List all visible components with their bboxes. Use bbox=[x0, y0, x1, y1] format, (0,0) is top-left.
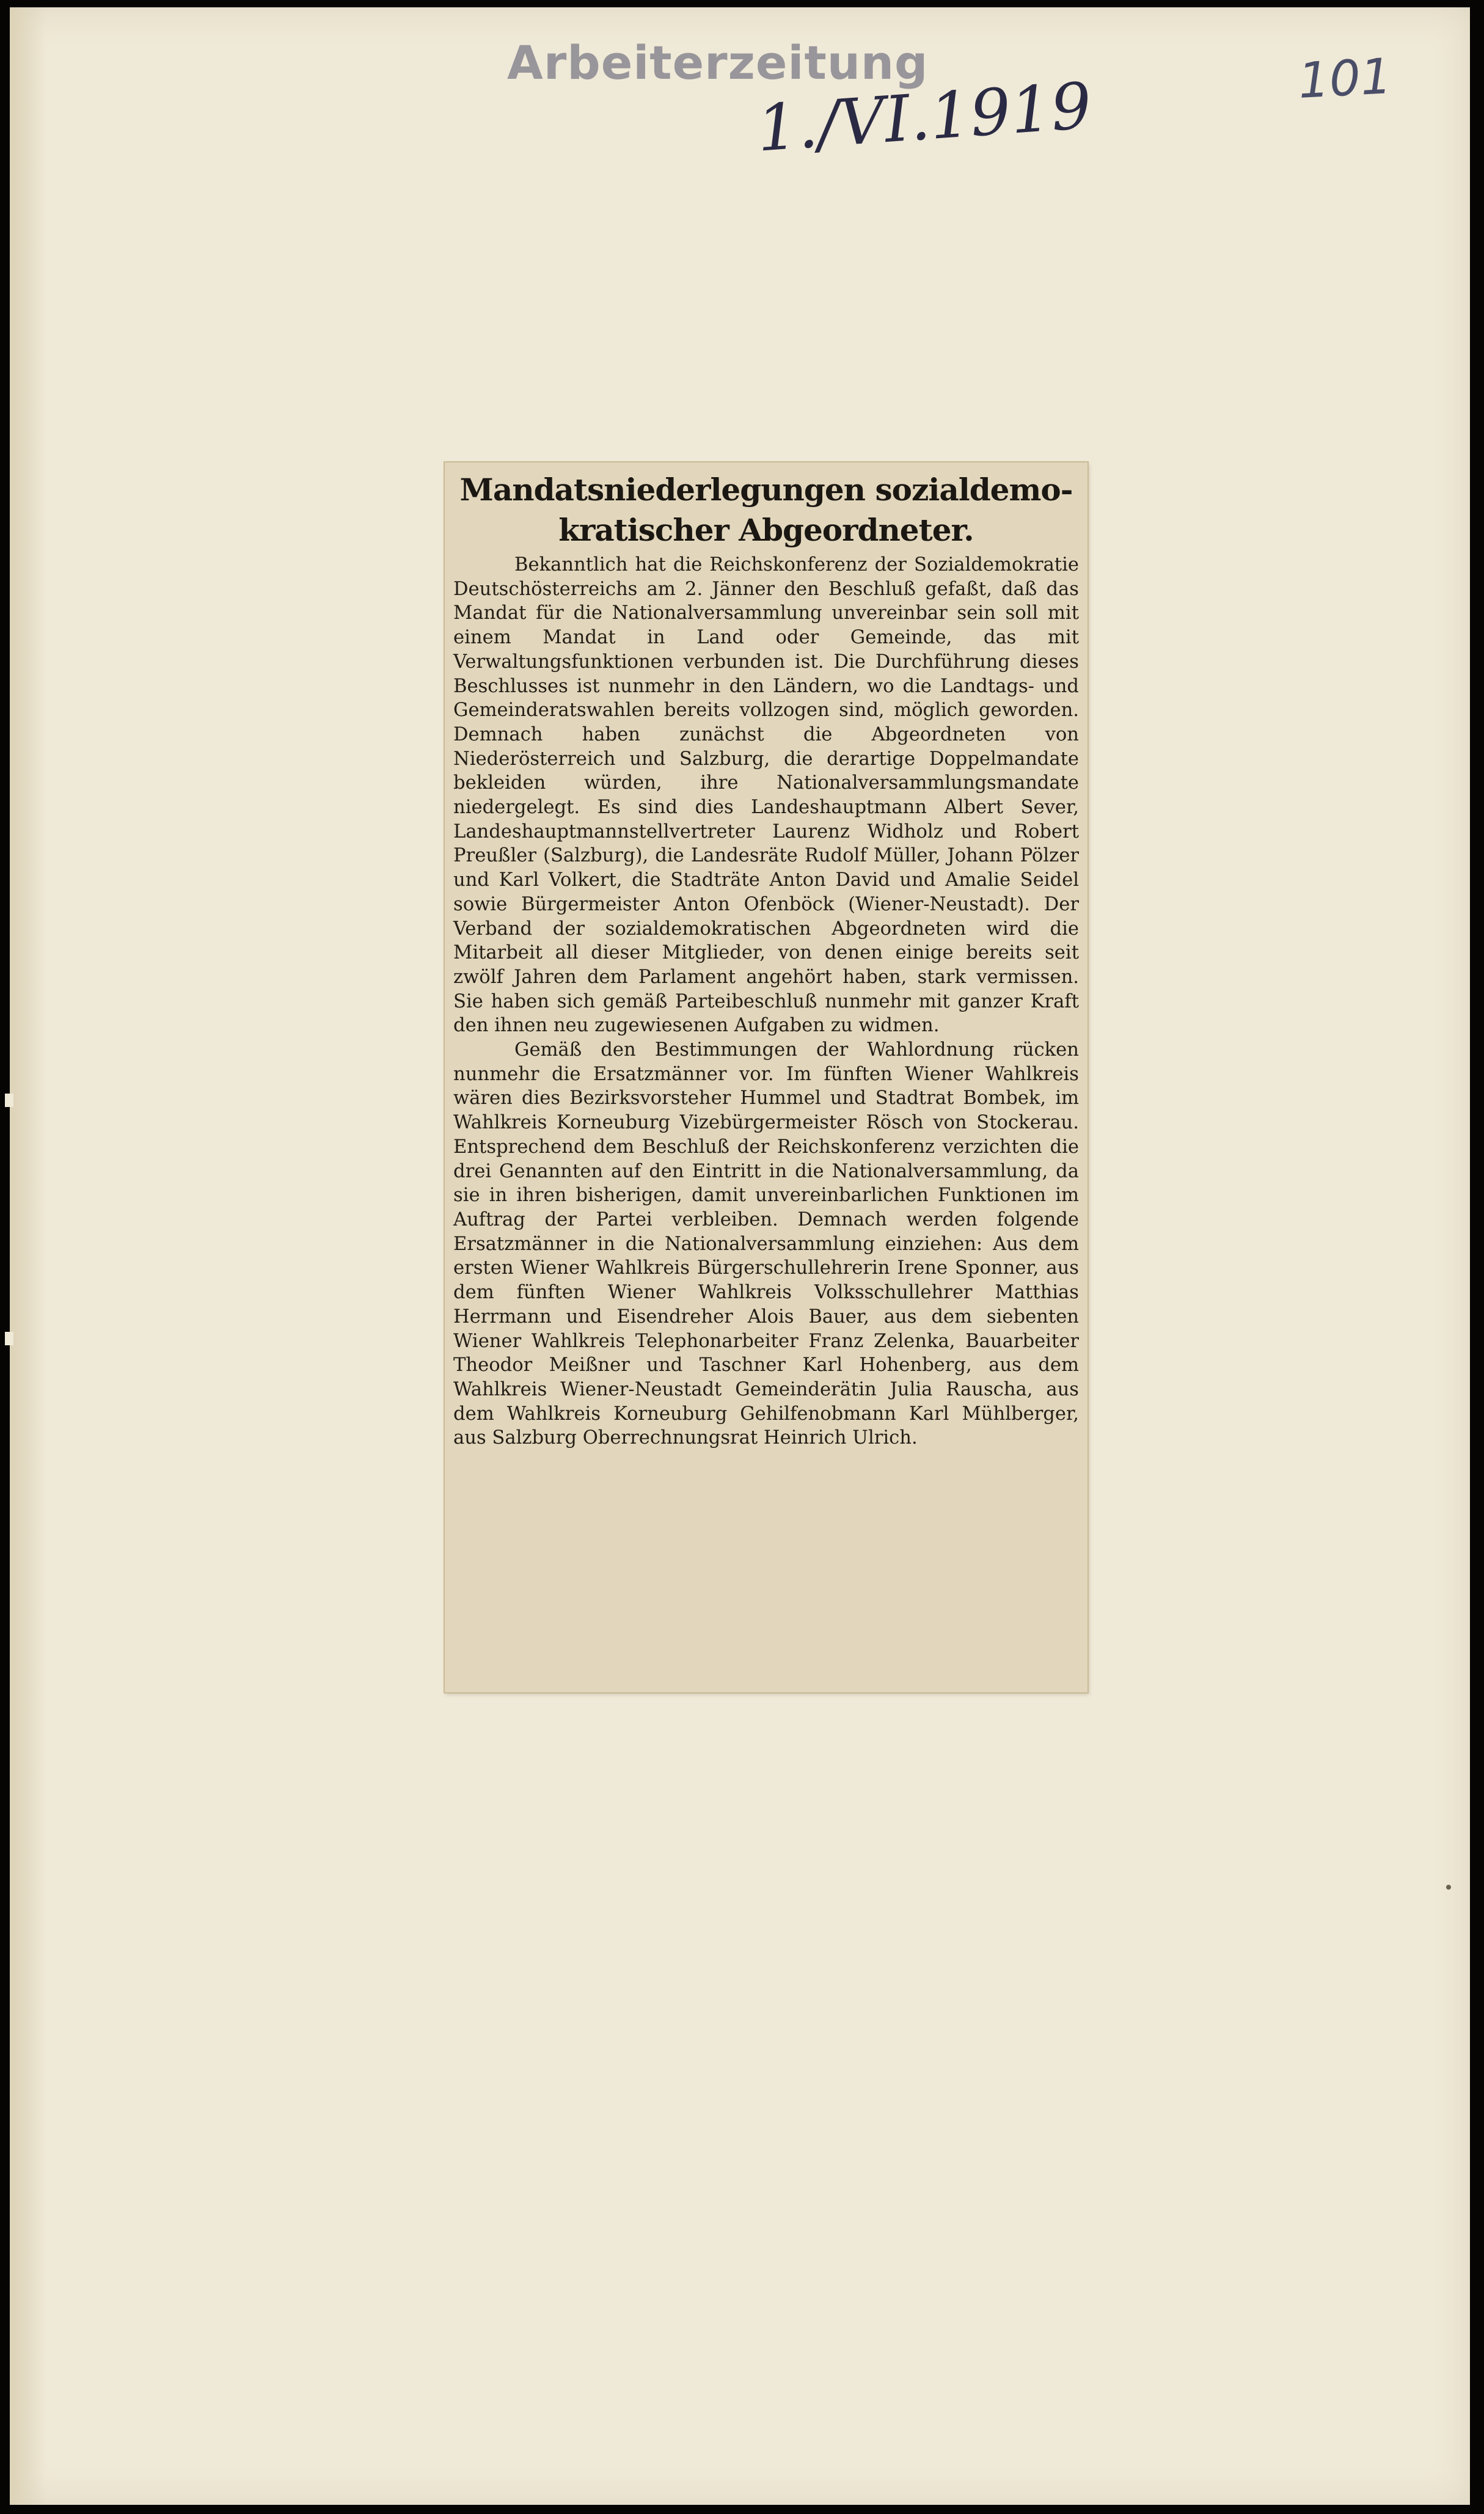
edge-nick bbox=[5, 1332, 13, 1345]
edge-nick bbox=[5, 1094, 13, 1107]
paper-speck bbox=[1446, 1885, 1451, 1890]
headline-line-1: Mandatsniederlegungen sozialdemo- bbox=[459, 472, 1073, 508]
article-paragraph-1: Bekanntlich hat die Reichskonferenz der Sozialdemokratie Deutschösterreichs am 2. Jänner den Beschluß gefaßt, daß das Mandat für die Nationalversammlung unvereinbar sein soll mit einem Mandat in Land oder Gemeinde, das mit Verwaltungsfunktionen verbunden ist. Die Durchführung dieses Beschlusses ist nunmehr in den Ländern, wo die Landtags- und Gemeinderatswahlen bereits vollzogen sind, möglich geworden. Demnach haben zunächst die Abgeordneten von Niederösterreich und Salzburg, die derartige Doppelmandate bekleiden würden, ihre Nationalversammlungsmandate niedergelegt. Es sind dies Landeshauptmann Albert Sever, Landeshauptmannstellvertreter Laurenz Widholz und Robert Preußler (Salzburg), die Landesräte Rudolf Müller, Johann Pölzer und Karl Volkert, die Stadträte Anton David und Amalie Seidel sowie Bürgermeister Anton Ofenböck (Wiener-Neustadt). Der Verband der sozialdemokratischen Abgeordneten wird die Mitarbeit all dieser Mitglieder, von denen einige bereits seit zwölf Jahren dem Parlament angehört haben, stark vermissen. Sie haben sich gemäß Parteibeschluß nunmehr mit ganzer Kraft den ihnen neu zugewiesenen Aufgaben zu widmen. bbox=[453, 554, 1079, 1037]
article-paragraph-2: Gemäß den Bestimmungen der Wahlordnung rücken nunmehr die Ersatzmänner vor. Im fünften Wiener Wahlkreis wären dies Bezirksvorsteher Hummel und Stadtrat Bombek, im Wahlkreis Korneuburg Vizebürgermeister Rösch von Stockerau. Entsprechend dem Beschluß der Reichskonferenz verzichten die drei Genannten auf den Eintritt in die Nationalversammlung, da sie in ihren bisherigen, damit unvereinbarlichen Funktionen im Auftrag der Partei verbleiben. Demnach werden folgende Ersatzmänner in die Nationalversammlung einziehen: Aus dem ersten Wiener Wahlkreis Bürgerschullehrerin Irene Sponner, aus dem fünften Wiener Wahlkreis Volksschullehrer Matthias Herrmann und Eisendreher Alois Bauer, aus dem siebenten Wiener Wahlkreis Telephonarbeiter Franz Zelenka, Bauarbeiter Theodor Meißner und Taschner Karl Hohenberg, aus dem Wahlkreis Wiener-Neustadt Gemeinderätin Julia Rauscha, aus dem Wahlkreis Korneuburg Gehilfenobmann Karl Mühlberger, aus Salzburg Oberrechnungsrat Heinrich Ulrich. bbox=[453, 1039, 1079, 1449]
headline-line-2: kratischer Abgeordneter. bbox=[558, 512, 974, 548]
newspaper-clipping bbox=[445, 462, 1087, 1692]
newspaper-stamp: Arbeiterzeitung bbox=[507, 35, 929, 90]
sheet-binding-edge bbox=[10, 7, 46, 2505]
page-number: 101 bbox=[1296, 48, 1394, 109]
handwritten-date: 1./VI.1919 bbox=[755, 68, 1094, 166]
